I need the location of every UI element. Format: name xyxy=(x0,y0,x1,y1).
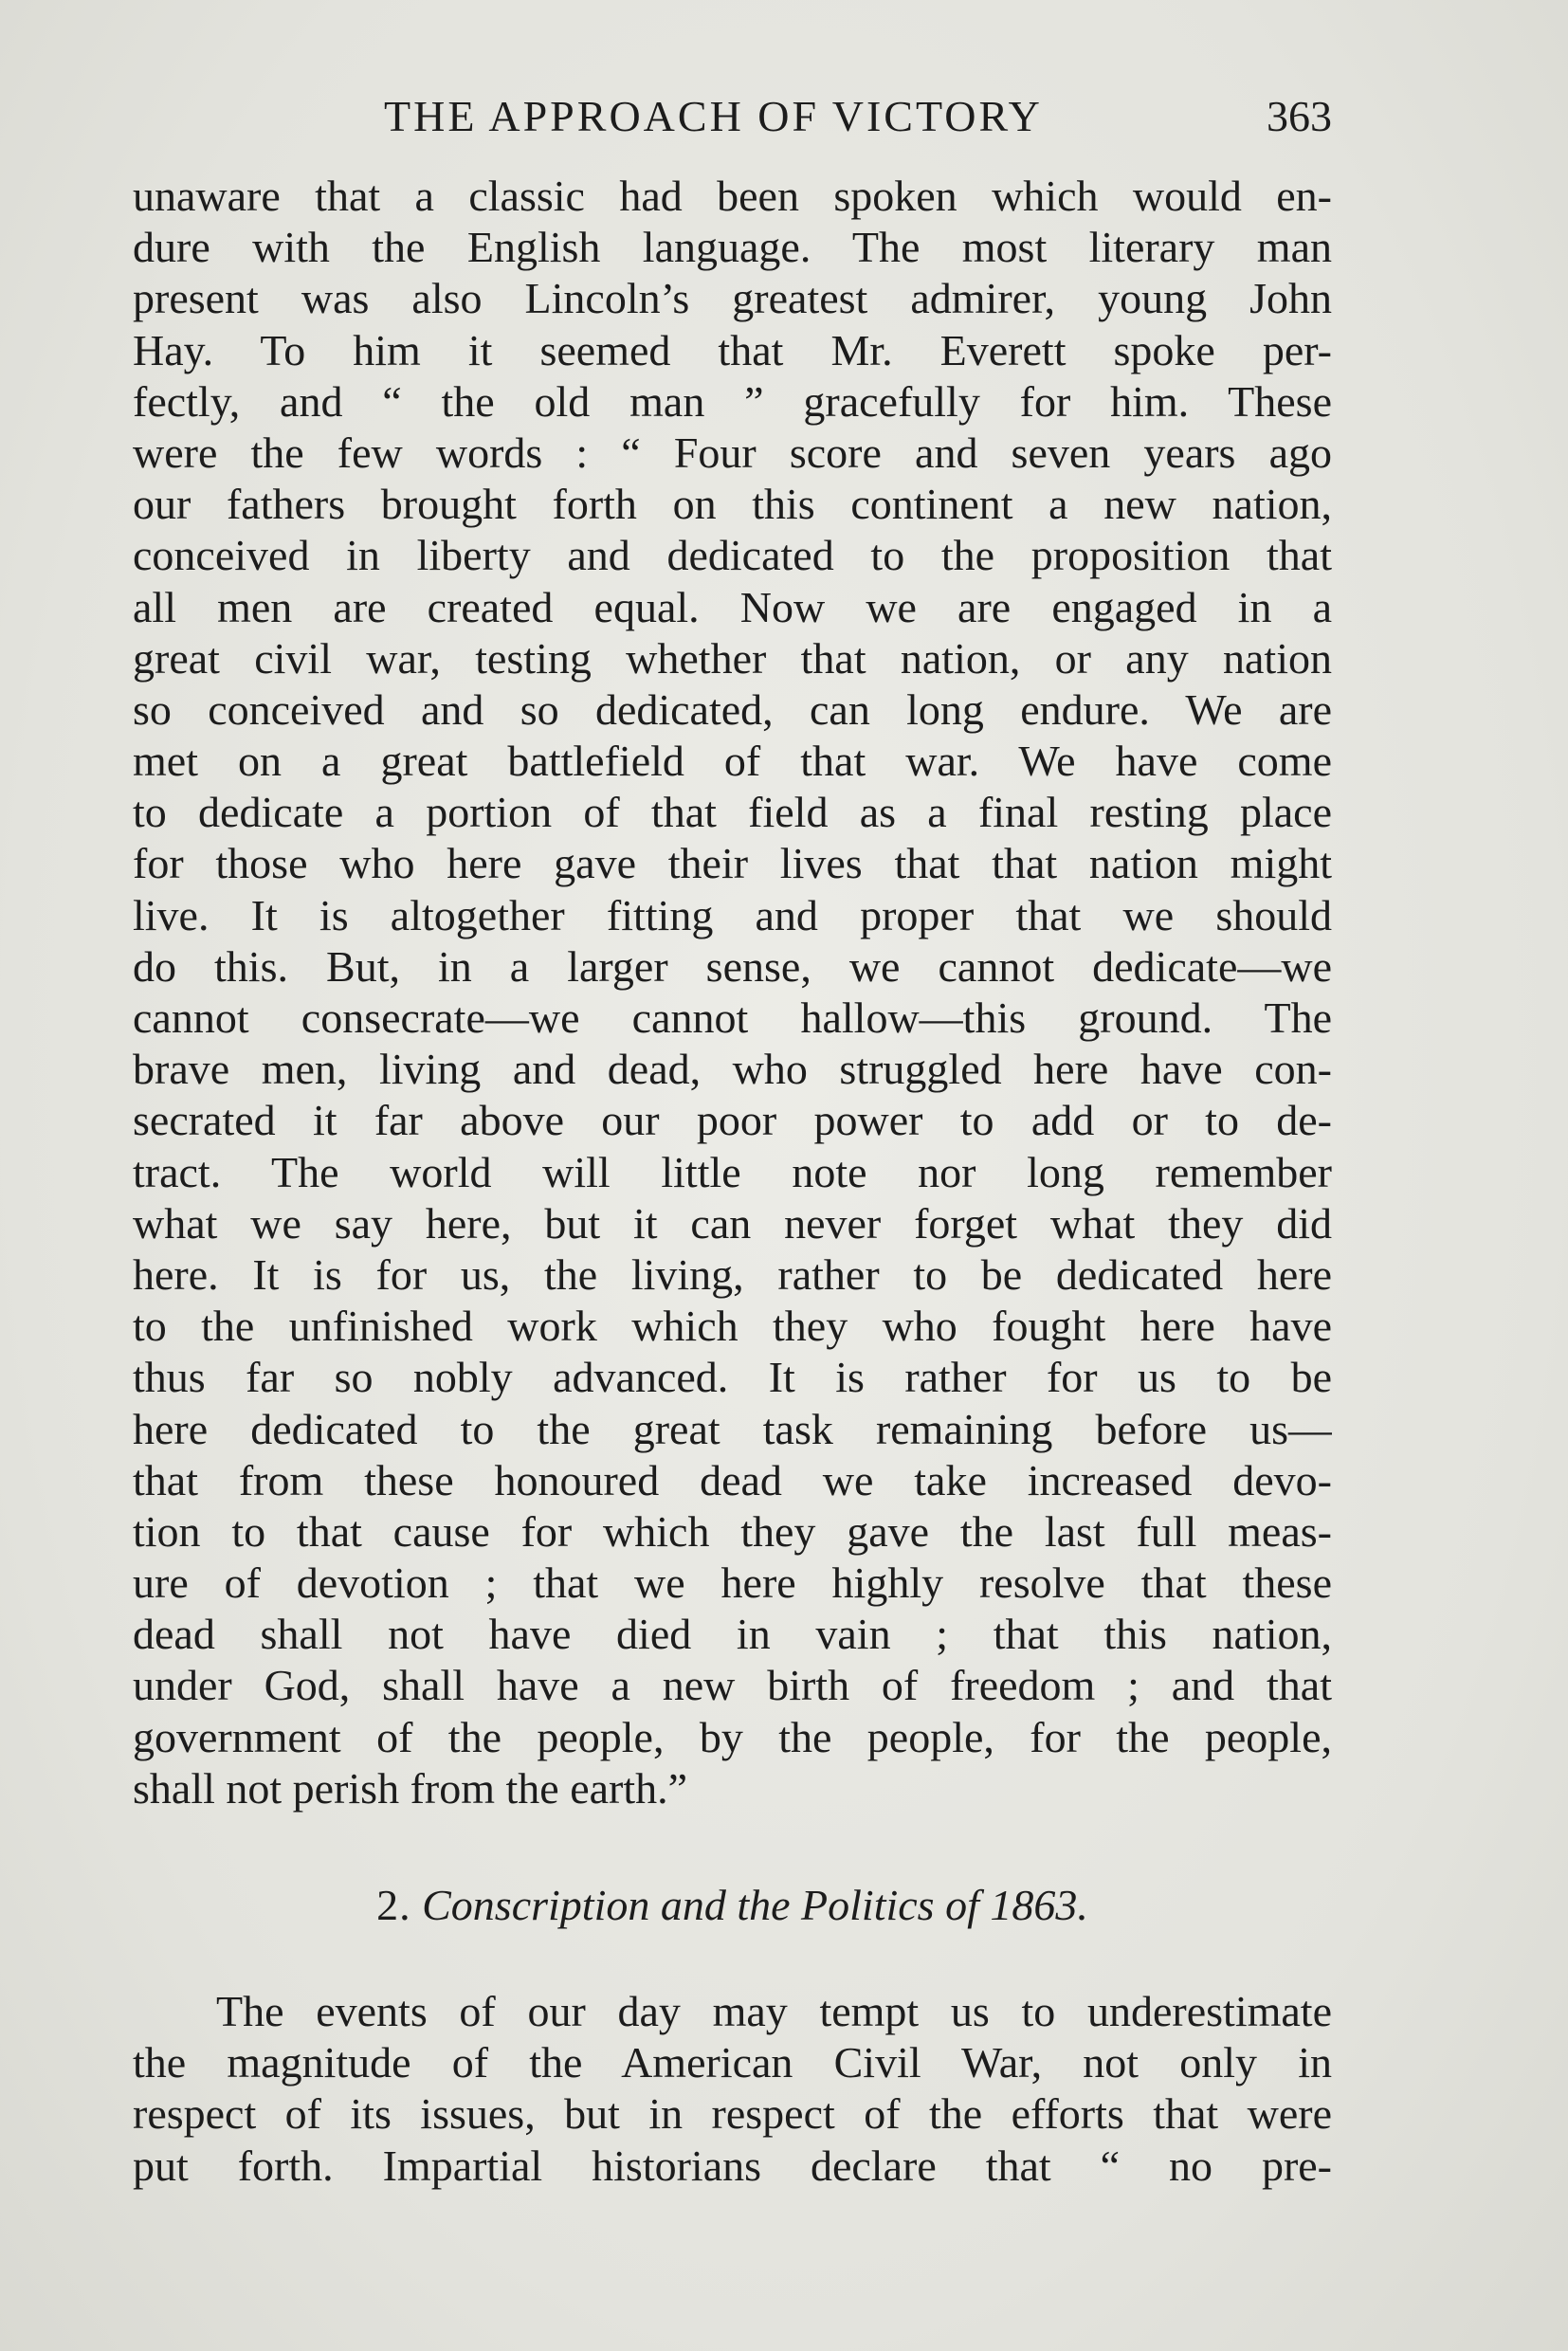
text-line: to dedicate a portion of that field as a final resting place xyxy=(133,788,1332,837)
page-number: 363 xyxy=(1267,92,1332,140)
text-line: tract. The world will little note nor long remember xyxy=(133,1147,1332,1196)
text-line: our fathers brought forth on this continent a new nation, xyxy=(133,480,1332,529)
text-line: thus far so nobly advanced. It is rather for us to be xyxy=(133,1353,1332,1402)
text-line: brave men, living and dead, who struggled here have con- xyxy=(133,1045,1332,1094)
text-line: under God, shall have a new birth of freedom ; and that xyxy=(133,1661,1332,1710)
text-line: live. It is altogether fitting and proper that we should xyxy=(133,890,1332,939)
text-line: Hay. To him it seemed that Mr. Everett spoke per- xyxy=(133,325,1332,374)
paragraph-conscription xyxy=(133,1986,1332,2192)
text-line: so conceived and so dedicated, can long endure. We are xyxy=(133,684,1332,734)
text-line: were the few words : “ Four score and seven years ago xyxy=(133,428,1332,477)
text-line: secrated it far above our poor power to add or to de- xyxy=(133,1096,1332,1145)
text-line: The events of our day may tempt us to underestimate xyxy=(216,1987,1332,2035)
text-line: great civil war, testing whether that nation, or any nation xyxy=(133,633,1332,683)
text-line: what we say here, but it can never forget what they did xyxy=(133,1198,1332,1248)
text-line: ure of devotion ; that we here highly resolve that these xyxy=(133,1558,1332,1608)
text-line: do this. But, in a larger sense, we cannot dedicate—we xyxy=(133,941,1332,991)
text-line: met on a great battlefield of that war. We have come xyxy=(133,737,1332,786)
text-line: here. It is for us, the living, rather to be dedicated here xyxy=(133,1249,1332,1299)
text-line: to the unfinished work which they who fought here have xyxy=(133,1302,1332,1351)
text-line: unaware that a classic had been spoken which would en- xyxy=(133,172,1332,220)
text-line: put forth. Impartial historians declare that “ no pre- xyxy=(133,2141,1332,2190)
text-line: that from these honoured dead we take increased devo- xyxy=(133,1455,1332,1504)
running-header xyxy=(133,83,1332,150)
text-line: all men are created equal. Now we are engaged in a xyxy=(133,582,1332,631)
text-line: fectly, and “ the old man ” gracefully for him. These xyxy=(133,376,1332,426)
text-line: present was also Lincoln’s greatest admirer, young John xyxy=(133,274,1332,323)
paragraph-gettysburg-address xyxy=(133,171,1332,1814)
text-line: dead shall not have died in vain ; that this nation, xyxy=(133,1610,1332,1659)
text-line: here dedicated to the great task remaining before us— xyxy=(133,1404,1332,1453)
section-title: Conscription and the Politics of 1863. xyxy=(422,1881,1088,1929)
text-line: cannot consecrate—we cannot hallow—this ground. The xyxy=(133,993,1332,1042)
running-title: THE APPROACH OF VICTORY xyxy=(384,92,1043,140)
section-number: 2. xyxy=(376,1881,411,1929)
text-line: respect of its issues, but in respect of the efforts that were xyxy=(133,2089,1332,2139)
text-line: tion to that cause for which they gave the last full meas- xyxy=(133,1506,1332,1556)
text-line: shall not perish from the earth.” xyxy=(133,1763,688,1813)
text-line: conceived in liberty and dedicated to the proposition that xyxy=(133,531,1332,580)
section-heading xyxy=(133,1877,1332,1934)
text-line: dure with the English language. The most literary man xyxy=(133,223,1332,272)
text-line: the magnitude of the American Civil War, not only in xyxy=(133,2038,1332,2087)
text-line: government of the people, by the people, for the people, xyxy=(133,1712,1332,1761)
text-line: for those who here gave their lives that that nation might xyxy=(133,839,1332,888)
